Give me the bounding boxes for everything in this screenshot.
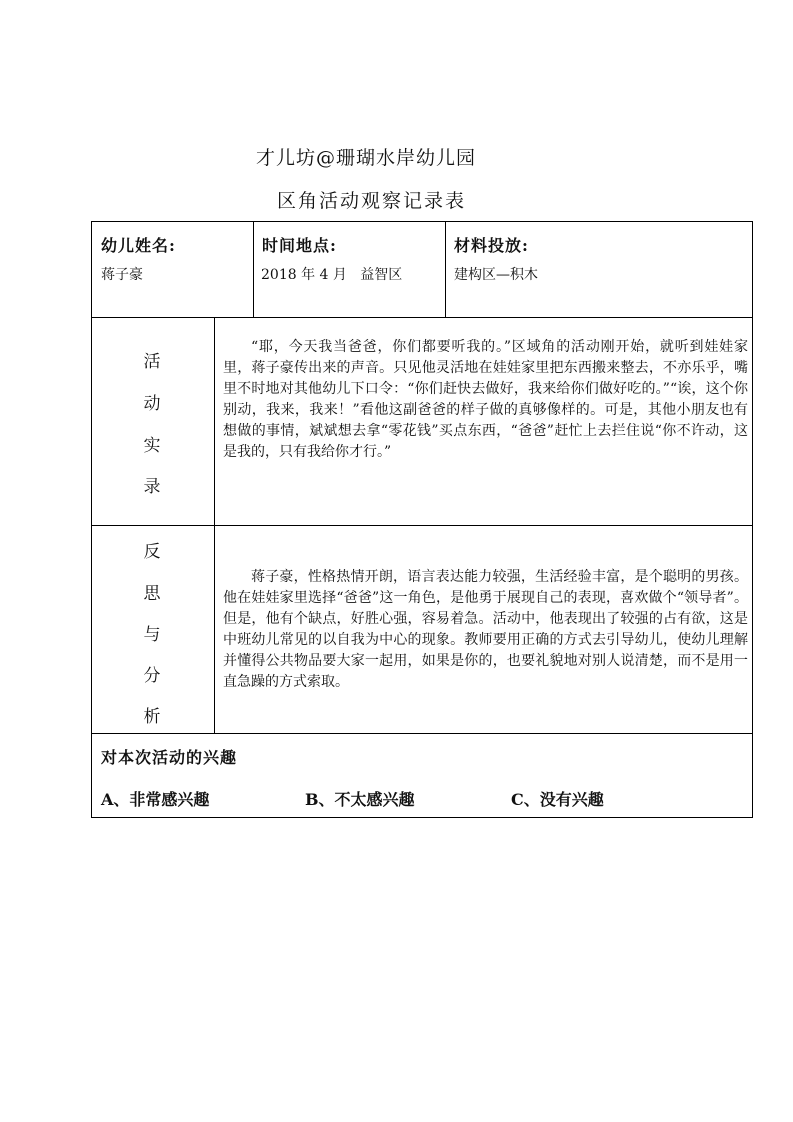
- record-text: “耶，今天我当爸爸，你们都要听我的。”区域角的活动刚开始，就听到娃娃家里，蒋子豪传出来的声音。只见他灵活地在娃娃家里把东西搬来整去，不亦乐乎，嘴里不时地对其他幼儿下口令：“你们赶快去做好，我来给你们做好吃的。”“诶，这个你别动，我来，我来！”看他这副爸爸的样子做的真够像样的。可是，其他小朋友也有想做的事情，斌斌想去拿“零花钱”买点东西，“爸爸”赶忙上去拦住说“你不许动，这是我的，只有我给你才行。”: [223, 339, 748, 460]
- table-row2-bottom-border: [91, 525, 753, 526]
- reflection-label-char-4: 分: [143, 666, 161, 686]
- time-place-label: 时间地点:: [262, 236, 337, 255]
- label-column-divider: [214, 317, 215, 733]
- materials-value: 建构区—积木: [454, 267, 538, 283]
- child-name-value: 蒋子豪: [101, 267, 143, 283]
- interest-option-a[interactable]: A、非常感兴趣: [101, 790, 210, 809]
- school-name: 才儿坊@珊瑚水岸幼儿园: [256, 147, 477, 169]
- record-label-char-1: 活: [143, 352, 161, 372]
- time-place-value: 2018 年 4 月 益智区: [261, 267, 403, 283]
- table-row3-bottom-border: [91, 733, 753, 734]
- info-divider-2: [445, 221, 446, 317]
- table-right-border: [752, 221, 753, 818]
- reflection-text: 蒋子豪，性格热情开朗，语言表达能力较强，生活经验丰富，是个聪明的男孩。他在娃娃家里选择“爸爸”这一角色，是他勇于展现自己的表现，喜欢做个“领导者”。但是，他有个缺点，好胜心强，容易着急。活动中，他表现出了较强的占有欲，这是中班幼儿常见的以自我为中心的现象。教师要用正确的方式去引导幼儿，使幼儿理解并懂得公共物品要大家一起用，如果是你的，也要礼貌地对别人说清楚，而不是用一直急躁的方式索取。: [223, 569, 748, 690]
- record-label-char-3: 实: [143, 436, 161, 456]
- interest-title: 对本次活动的兴趣: [101, 748, 238, 767]
- table-bottom-border: [91, 817, 753, 818]
- reflection-label-char-3: 与: [143, 625, 161, 645]
- info-divider-1: [253, 221, 254, 317]
- interest-option-c[interactable]: C、没有兴趣: [511, 790, 604, 809]
- table-row1-bottom-border: [91, 317, 753, 318]
- reflection-label-char-5: 析: [143, 707, 161, 727]
- reflection-label-char-2: 思: [143, 584, 161, 604]
- interest-option-b[interactable]: B、不太感兴趣: [305, 790, 415, 809]
- table-left-border: [91, 221, 92, 818]
- materials-label: 材料投放:: [454, 236, 529, 255]
- reflection-label-char-1: 反: [143, 542, 161, 562]
- table-top-border: [91, 221, 753, 222]
- record-label-char-4: 录: [143, 477, 161, 497]
- child-name-label: 幼儿姓名:: [101, 236, 176, 255]
- record-label-char-2: 动: [143, 394, 161, 414]
- form-title: 区角活动观察记录表: [277, 190, 467, 212]
